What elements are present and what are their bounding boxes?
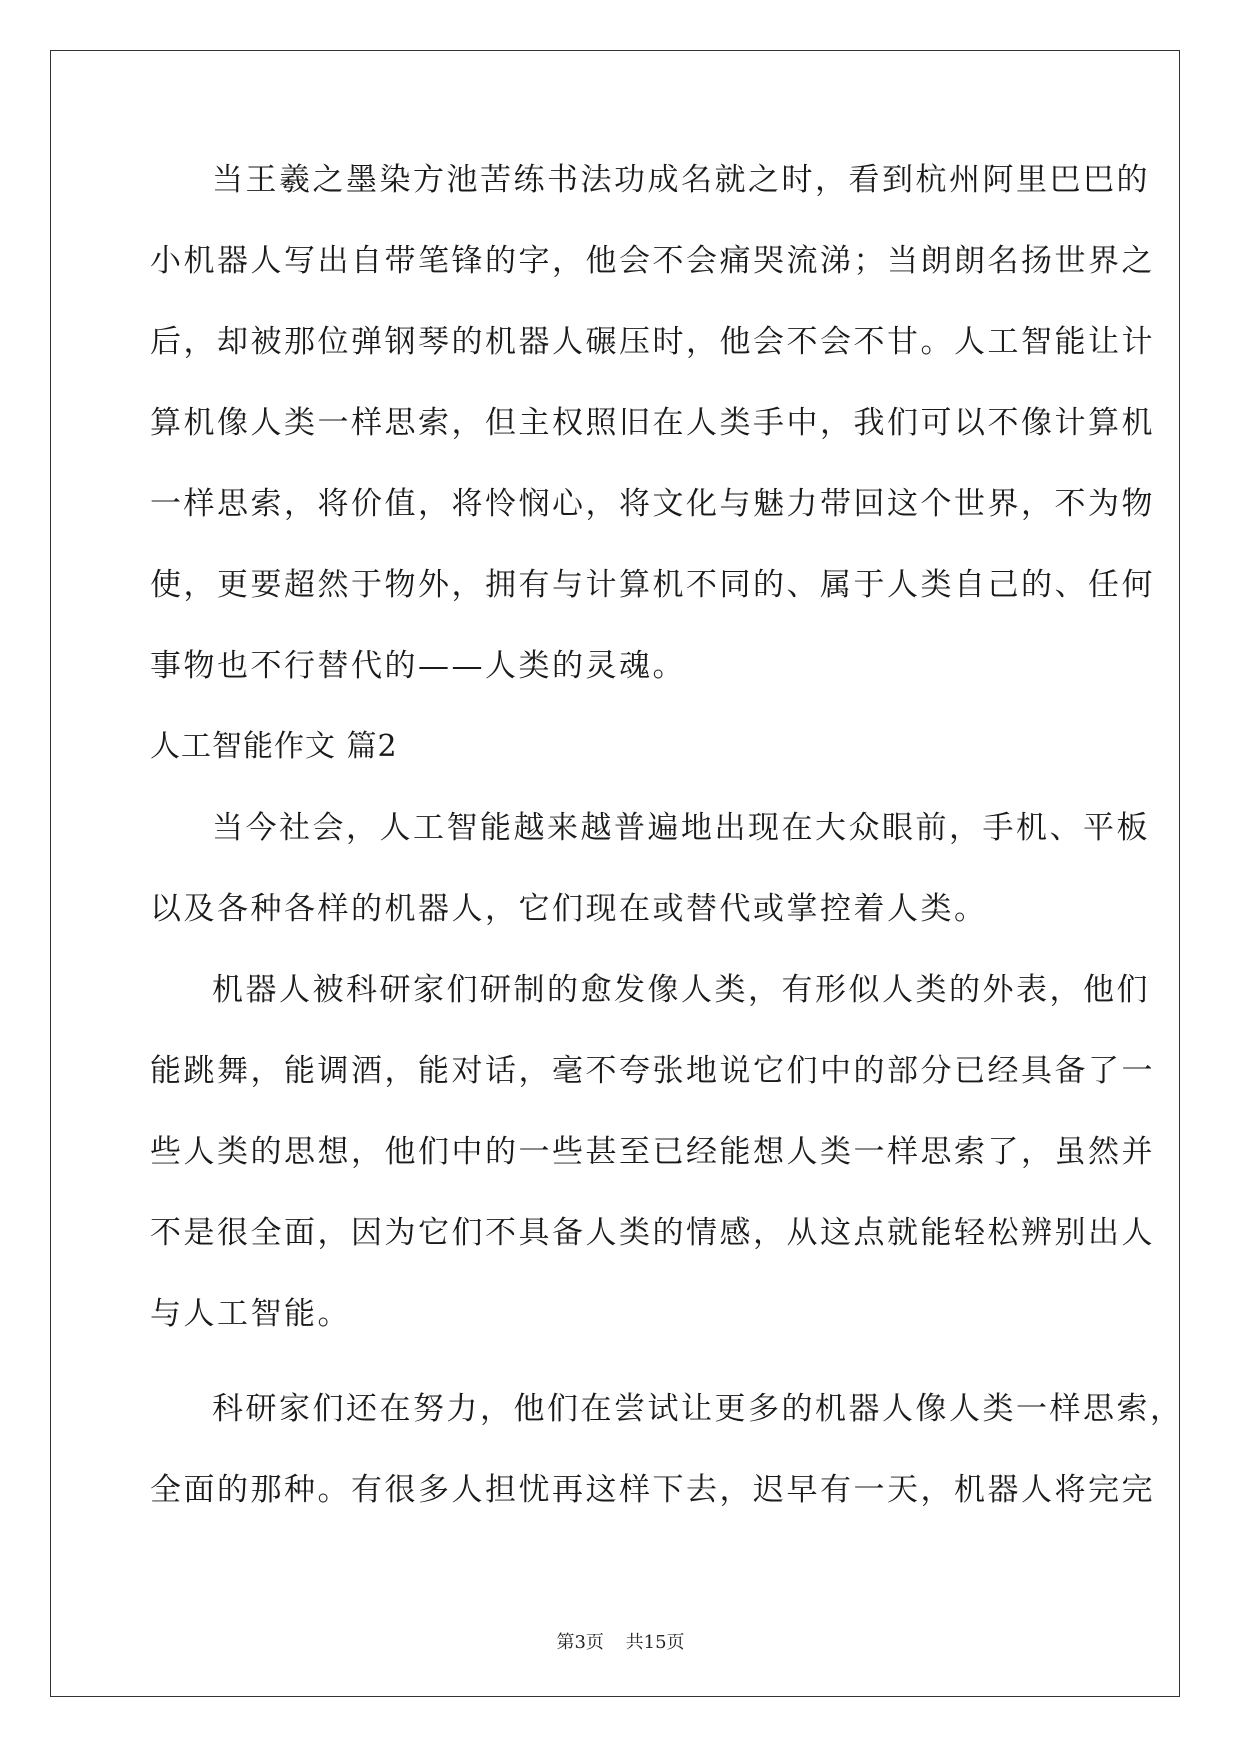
paragraph-line: 当王羲之墨染方池苦练书法功成名就之时，看到杭州阿里巴巴的 [212, 162, 1150, 198]
paragraph-line: 当今社会，人工智能越来越普遍地出现在大众眼前，手机、平板 [212, 810, 1150, 846]
paragraph-line: 一样思索，将价值，将怜悯心，将文化与魅力带回这个世界，不为物 [150, 486, 1155, 522]
paragraph-line: 算机像人类一样思索，但主权照旧在人类手中，我们可以不像计算机 [150, 405, 1155, 441]
page-footer [0, 1628, 1241, 1654]
paragraph-line: 些人类的思想，他们中的一些甚至已经能想人类一样思索了，虽然并 [150, 1134, 1155, 1170]
page-total: 共15页 [625, 1632, 685, 1653]
paragraph-line: 以及各种各样的机器人，它们现在或替代或掌控着人类。 [150, 891, 988, 927]
document-body [150, 160, 1184, 1551]
paragraph-line: 与人工智能。 [150, 1296, 351, 1332]
paragraph-line: 后，却被那位弹钢琴的机器人碾压时，他会不会不甘。人工智能让计 [150, 324, 1155, 360]
section-heading: 人工智能作文 篇2 [150, 729, 398, 764]
paragraph-line: 使，更要超然于物外，拥有与计算机不同的、属于人类自己的、任何 [150, 567, 1155, 603]
page-number: 第3页 [556, 1632, 604, 1653]
paragraph-line: 能跳舞，能调酒，能对话，毫不夸张地说它们中的部分已经具备了一 [150, 1053, 1155, 1089]
paragraph-line: 机器人被科研家们研制的愈发像人类，有形似人类的外表，他们 [212, 972, 1150, 1008]
paragraph-line: 全面的那种。有很多人担忧再这样下去，迟早有一天，机器人将完完 [150, 1472, 1155, 1508]
paragraph-line: 小机器人写出自带笔锋的字，他会不会痛哭流涕；当朗朗名扬世界之 [150, 243, 1155, 279]
paragraph-line: 不是很全面，因为它们不具备人类的情感，从这点就能轻松辨别出人 [150, 1215, 1155, 1251]
paragraph-line: 事物也不行替代的——人类的灵魂。 [150, 648, 686, 684]
paragraph-line: 科研家们还在努力，他们在尝试让更多的机器人像人类一样思索， [212, 1391, 1184, 1427]
